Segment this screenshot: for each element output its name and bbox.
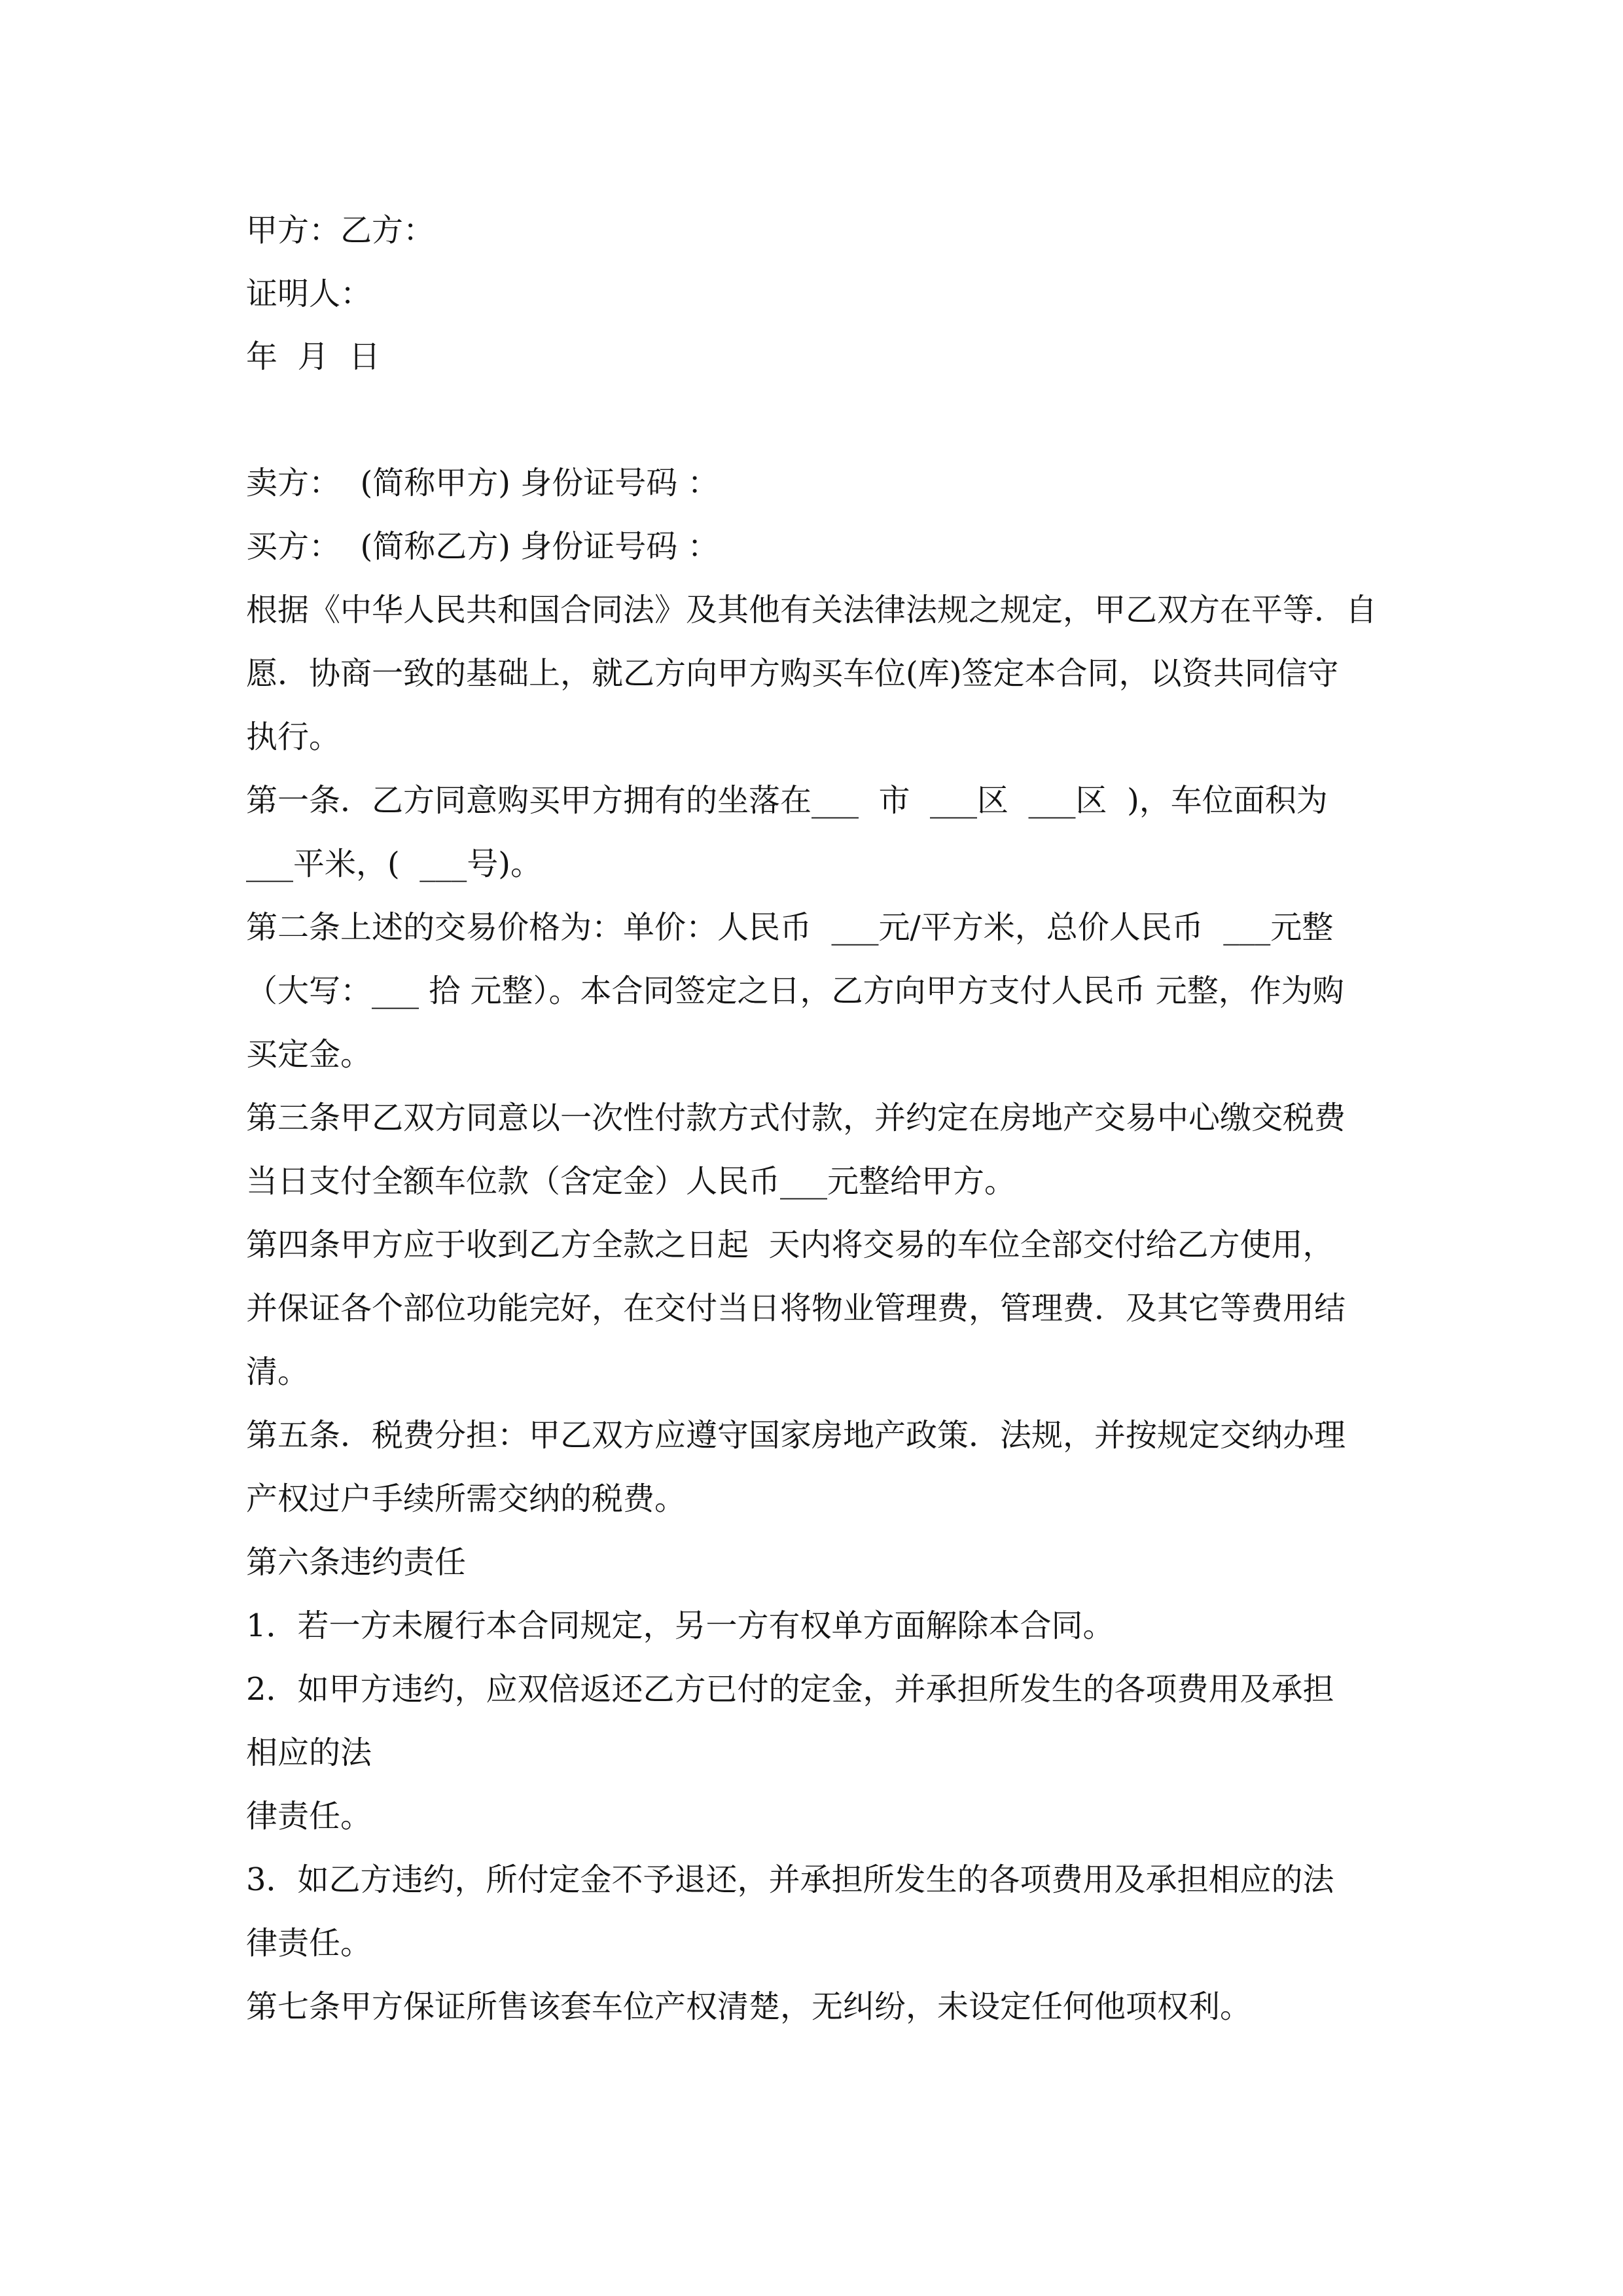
article-6-clause-3: 3．如乙方违约，所付定金不予退还，并承担所发生的各项费用及承担相应的法 bbox=[246, 1861, 1334, 1898]
article-6-heading: 第六条违约责任 bbox=[246, 1544, 467, 1581]
article-2-line: 第二条上述的交易价格为：单价：人民币 ___元/平方米，总价人民币 ___元整 bbox=[246, 909, 1334, 946]
preamble-line: 根据《中华人民共和国合同法》及其他有关法律法规之规定，甲乙双方在平等．自 bbox=[246, 592, 1378, 628]
article-1-line: 第一条．乙方同意购买甲方拥有的坐落在___ 市 ___区 ___区 )，车位面积为 bbox=[246, 782, 1328, 819]
article-5-line: 第五条．税费分担：甲乙双方应遵守国家房地产政策．法规，并按规定交纳办理 bbox=[246, 1417, 1346, 1454]
article-6-clause-2: 2．如甲方违约，应双倍返还乙方已付的定金，并承担所发生的各项费用及承担 bbox=[246, 1671, 1334, 1708]
article-4-line: 第四条甲方应于收到乙方全款之日起 天内将交易的车位全部交付给乙方使用， bbox=[246, 1227, 1334, 1263]
article-4-line: 清。 bbox=[246, 1354, 310, 1390]
article-2-line: （大写：___ 拾 元整）。本合同签定之日，乙方向甲方支付人民币 元整，作为购 bbox=[246, 973, 1344, 1009]
article-6-clause-2: 相应的法 bbox=[246, 1734, 372, 1771]
article-3-line: 当日支付全额车位款（含定金）人民币___元整给甲方。 bbox=[246, 1163, 1016, 1200]
article-4-line: 并保证各个部位功能完好，在交付当日将物业管理费，管理费．及其它等费用结 bbox=[246, 1290, 1346, 1327]
article-6-clause-3: 律责任。 bbox=[246, 1925, 372, 1962]
article-1-line: ___平米，( ___号)。 bbox=[246, 846, 542, 882]
seller-line: 卖方： (简称甲方) 身份证号码 ： bbox=[246, 465, 719, 501]
signature-witness: 证明人： bbox=[246, 276, 372, 312]
buyer-line: 买方： (简称乙方) 身份证号码 ： bbox=[246, 528, 719, 565]
article-7-line: 第七条甲方保证所售该套车位产权清楚，无纠纷，未设定任何他项权利。 bbox=[246, 1988, 1252, 2025]
article-6-clause-2: 律责任。 bbox=[246, 1798, 372, 1835]
signature-date: 年 月 日 bbox=[246, 338, 381, 375]
article-3-line: 第三条甲乙双方同意以一次性付款方式付款，并约定在房地产交易中心缴交税费 bbox=[246, 1100, 1346, 1136]
preamble-line: 愿．协商一致的基础上，就乙方向甲方购买车位(库)签定本合同，以资共同信守 bbox=[246, 655, 1339, 692]
article-5-line: 产权过户手续所需交纳的税费。 bbox=[246, 1480, 687, 1517]
article-2-line: 买定金。 bbox=[246, 1036, 372, 1073]
signature-parties: 甲方：乙方： bbox=[246, 212, 435, 249]
article-6-clause-1: 1．若一方未履行本合同规定，另一方有权单方面解除本合同。 bbox=[246, 1607, 1115, 1644]
preamble-line: 执行。 bbox=[246, 719, 341, 755]
